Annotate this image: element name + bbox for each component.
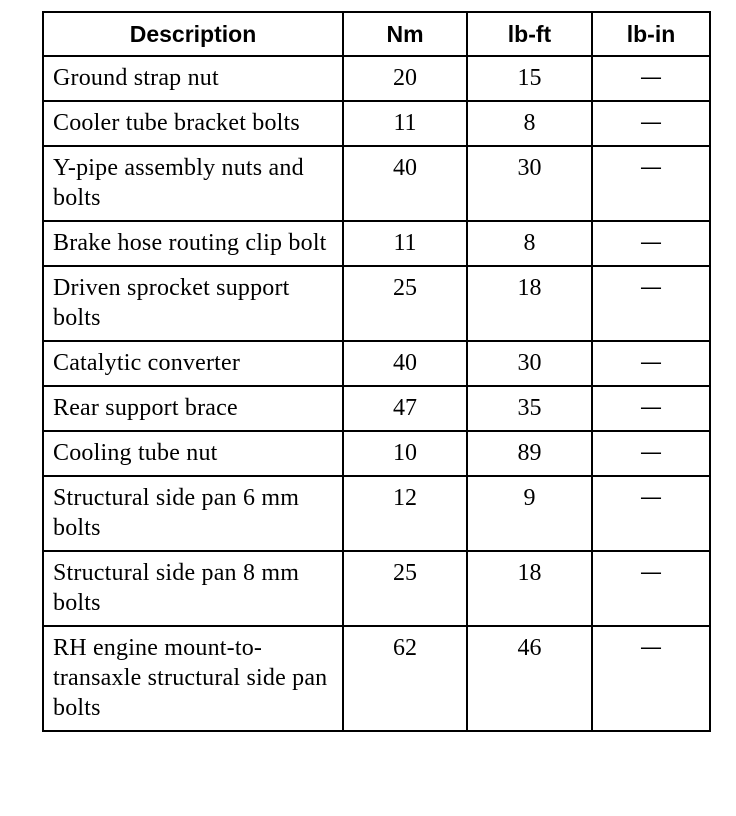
table-row xyxy=(43,551,710,626)
table-row xyxy=(43,626,710,731)
cell-lbin: — xyxy=(592,551,710,626)
cell-nm: 25 xyxy=(343,551,467,626)
cell-nm: 10 xyxy=(343,431,467,476)
cell-description: Catalytic converter xyxy=(43,341,343,386)
cell-nm: 11 xyxy=(343,101,467,146)
cell-description: Cooling tube nut xyxy=(43,431,343,476)
table-row xyxy=(43,56,710,101)
cell-lbft: 30 xyxy=(467,146,592,221)
cell-lbin: — xyxy=(592,56,710,101)
cell-nm: 20 xyxy=(343,56,467,101)
cell-lbin: — xyxy=(592,626,710,731)
header-lbft: lb-ft xyxy=(467,12,592,56)
header-row xyxy=(43,12,710,56)
cell-description: Structural side pan 8 mm bolts xyxy=(43,551,343,626)
cell-description: Structural side pan 6 mm bolts xyxy=(43,476,343,551)
cell-lbft: 46 xyxy=(467,626,592,731)
cell-description: Cooler tube bracket bolts xyxy=(43,101,343,146)
cell-lbin: — xyxy=(592,101,710,146)
cell-lbft: 89 xyxy=(467,431,592,476)
table-row xyxy=(43,221,710,266)
cell-lbin: — xyxy=(592,341,710,386)
cell-description: Ground strap nut xyxy=(43,56,343,101)
cell-description: RH engine mount-to-transaxle structural side pan bolts xyxy=(43,626,343,731)
cell-description: Y-pipe assembly nuts and bolts xyxy=(43,146,343,221)
cell-lbft: 18 xyxy=(467,551,592,626)
table-row xyxy=(43,476,710,551)
header-nm: Nm xyxy=(343,12,467,56)
cell-lbin: — xyxy=(592,431,710,476)
cell-description: Rear support brace xyxy=(43,386,343,431)
table-row xyxy=(43,266,710,341)
cell-lbft: 15 xyxy=(467,56,592,101)
cell-lbft: 30 xyxy=(467,341,592,386)
table-body xyxy=(43,56,710,731)
cell-nm: 11 xyxy=(343,221,467,266)
table-row xyxy=(43,341,710,386)
cell-lbin: — xyxy=(592,386,710,431)
cell-lbft: 8 xyxy=(467,101,592,146)
cell-lbft: 18 xyxy=(467,266,592,341)
table-row xyxy=(43,386,710,431)
cell-lbft: 35 xyxy=(467,386,592,431)
torque-spec-table xyxy=(42,11,711,732)
header-description: Description xyxy=(43,12,343,56)
header-lbin: lb-in xyxy=(592,12,710,56)
cell-lbft: 9 xyxy=(467,476,592,551)
cell-lbin: — xyxy=(592,476,710,551)
cell-lbin: — xyxy=(592,146,710,221)
cell-description: Brake hose routing clip bolt xyxy=(43,221,343,266)
table-row xyxy=(43,431,710,476)
cell-nm: 47 xyxy=(343,386,467,431)
cell-nm: 62 xyxy=(343,626,467,731)
table-row xyxy=(43,101,710,146)
table-row xyxy=(43,146,710,221)
cell-nm: 40 xyxy=(343,341,467,386)
cell-description: Driven sprocket support bolts xyxy=(43,266,343,341)
cell-nm: 25 xyxy=(343,266,467,341)
cell-nm: 12 xyxy=(343,476,467,551)
cell-lbin: — xyxy=(592,266,710,341)
table-header xyxy=(43,12,710,56)
cell-lbin: — xyxy=(592,221,710,266)
cell-nm: 40 xyxy=(343,146,467,221)
cell-lbft: 8 xyxy=(467,221,592,266)
